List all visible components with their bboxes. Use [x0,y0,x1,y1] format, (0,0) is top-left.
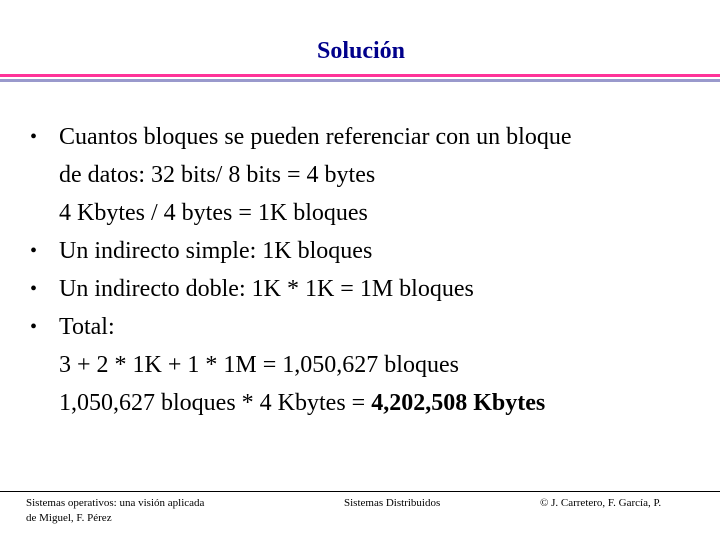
slide-title: Solución [316,38,406,64]
line-text: 4 Kbytes / 4 bytes = 1K bloques [59,200,368,226]
line-text: de datos: 32 bits/ 8 bits = 4 bytes [59,162,376,188]
line-text [59,384,545,422]
continuation-line [0,346,720,384]
footer-course-name: Sistemas Distribuidos [344,497,441,509]
footer-book-title: Sistemas operativos: una visión aplicada [26,497,205,509]
bullet-item [0,118,720,156]
bullet-marker: • [30,126,38,148]
bullet-item [0,270,720,308]
footer-book-authors: de Miguel, F. Pérez [26,512,112,524]
total-result: 4,202,508 Kbytes [371,390,546,416]
line-text-regular: 1,050,627 bloques * 4 Kbytes = [59,390,372,416]
bullet-text: Total: [59,314,115,340]
bullet-text: Cuantos bloques se pueden referenciar con un bloque [59,124,572,150]
bullet-marker: • [30,240,38,262]
footer-divider [0,491,720,492]
continuation-line [0,194,720,232]
bullet-marker: • [30,278,38,300]
bullet-list [0,118,720,422]
footer-copyright: © J. Carretero, F. García, P. [540,497,662,509]
footer-book-credit [26,496,204,526]
bullet-item [0,232,720,270]
bullet-marker: • [30,316,38,338]
continuation-line [0,384,720,422]
bullet-item [0,308,720,346]
continuation-line [0,156,720,194]
title-divider-bottom [0,79,720,82]
bullet-text: Un indirecto doble: 1K * 1K = 1M bloques [59,276,474,302]
title-divider-top [0,74,720,77]
bullet-text: Un indirecto simple: 1K bloques [59,238,373,264]
line-text: 3 + 2 * 1K + 1 * 1M = 1,050,627 bloques [59,352,459,378]
